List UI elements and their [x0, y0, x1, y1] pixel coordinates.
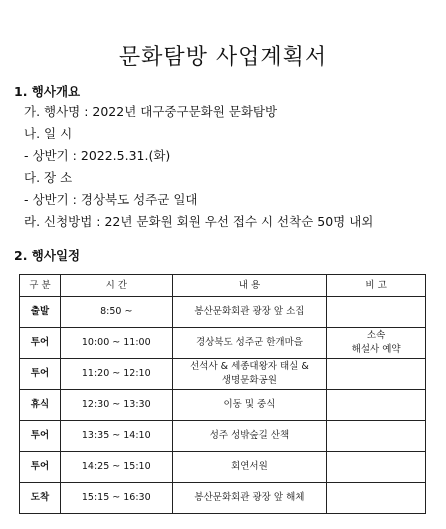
table-row: [20, 297, 426, 328]
cell-note: [327, 390, 426, 421]
cell-content: 이동 및 중식: [172, 390, 327, 421]
cell-gubun: 도착: [20, 483, 61, 514]
overview-item-place-value: - 상반기 : 경상북도 성주군 일대: [24, 192, 198, 207]
cell-time: 14:25 ~ 15:10: [60, 452, 172, 483]
cell-gubun: 출발: [20, 297, 61, 328]
overview-item-date-value: - 상반기 : 2022.5.31.(화): [24, 148, 171, 163]
cell-time: 13:35 ~ 14:10: [60, 421, 172, 452]
cell-time: 15:15 ~ 16:30: [60, 483, 172, 514]
cell-gubun: 투어: [20, 421, 61, 452]
section-heading-overview: 1. 행사개요: [14, 84, 81, 99]
table-row: [20, 328, 426, 359]
cell-content: 선석사 & 세종대왕자 태실 & 생명문화공원: [172, 359, 327, 390]
header-time: 시 간: [60, 275, 172, 297]
cell-content: 경상북도 성주군 한개마을: [172, 328, 327, 359]
table-row: [20, 421, 426, 452]
section-heading-schedule: 2. 행사일정: [14, 248, 81, 263]
schedule-header-row: [20, 275, 426, 297]
cell-note: [327, 297, 426, 328]
cell-note: [327, 421, 426, 452]
cell-time: 8:50 ~: [60, 297, 172, 328]
cell-note: [327, 359, 426, 390]
overview-item-place-label: 다. 장 소: [24, 170, 73, 185]
overview-item-date-label: 나. 일 시: [24, 126, 73, 141]
table-row: [20, 483, 426, 514]
cell-gubun: 휴식: [20, 390, 61, 421]
cell-content: 봉산문화회관 광장 앞 소집: [172, 297, 327, 328]
table-row: [20, 359, 426, 390]
cell-content: 회연서원: [172, 452, 327, 483]
header-content: 내 용: [172, 275, 327, 297]
cell-time: 12:30 ~ 13:30: [60, 390, 172, 421]
cell-note: [327, 452, 426, 483]
cell-content: 봉산문화회관 광장 앞 해체: [172, 483, 327, 514]
overview-item-event-name: 가. 행사명 : 2022년 대구중구문화원 문화탐방: [24, 104, 278, 119]
schedule-table: [19, 274, 426, 514]
table-row: [20, 390, 426, 421]
cell-note: [327, 483, 426, 514]
cell-gubun: 투어: [20, 359, 61, 390]
cell-time: 10:00 ~ 11:00: [60, 328, 172, 359]
cell-content: 성주 성밖숲길 산책: [172, 421, 327, 452]
overview-item-application: 라. 신청방법 : 22년 문화원 회원 우선 접수 시 선착순 50명 내외: [24, 214, 374, 229]
cell-time: 11:20 ~ 12:10: [60, 359, 172, 390]
cell-gubun: 투어: [20, 452, 61, 483]
header-gubun: 구 분: [20, 275, 61, 297]
cell-note: 소속 해설사 예약: [327, 328, 426, 359]
header-note: 비 고: [327, 275, 426, 297]
cell-gubun: 투어: [20, 328, 61, 359]
table-row: [20, 452, 426, 483]
document-title: 문화탐방 사업계획서: [118, 45, 328, 70]
